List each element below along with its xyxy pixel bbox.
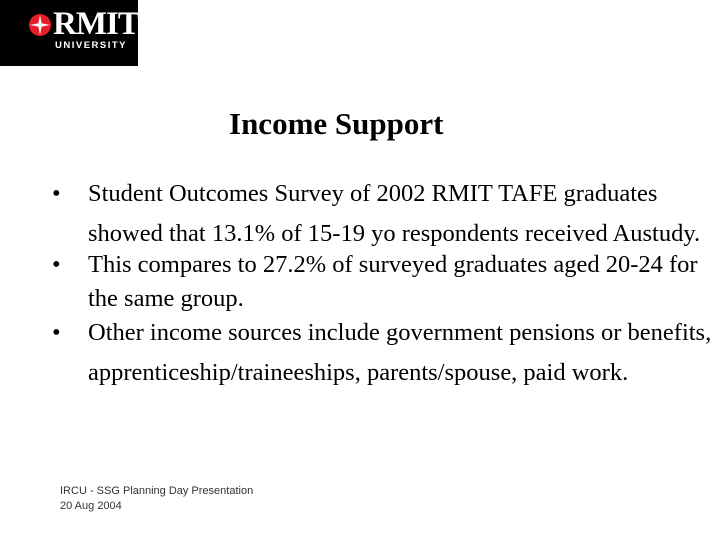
bullet-text: Other income sources include government pensions or benefits, apprenticeship/traineeships, parents/spouse, paid work. (88, 319, 712, 386)
bullet-text: Student Outcomes Survey of 2002 RMIT TAFE graduates showed that 13.1% of 15-19 yo respondents received Austudy. (88, 180, 701, 247)
bullet-marker: • (52, 319, 61, 346)
footer-presentation-name: IRCU - SSG Planning Day Presentation (60, 485, 254, 497)
bullet-item (52, 313, 712, 393)
rmit-star-icon (27, 12, 53, 38)
logo-name: RMIT (53, 6, 139, 42)
bullet-marker: • (52, 251, 61, 278)
bullet-list (52, 174, 712, 393)
rmit-logo (0, 0, 138, 66)
slide-footer (60, 484, 253, 514)
bullet-item (52, 248, 712, 316)
footer-date: 20 Aug 2004 (60, 500, 122, 512)
bullet-marker: • (52, 180, 61, 207)
logo-subtitle: UNIVERSITY (55, 40, 128, 51)
bullet-item (52, 174, 712, 254)
bullet-text: This compares to 27.2% of surveyed graduates aged 20-24 for the same group. (88, 251, 698, 312)
slide-title-text: Income Support (229, 106, 444, 141)
